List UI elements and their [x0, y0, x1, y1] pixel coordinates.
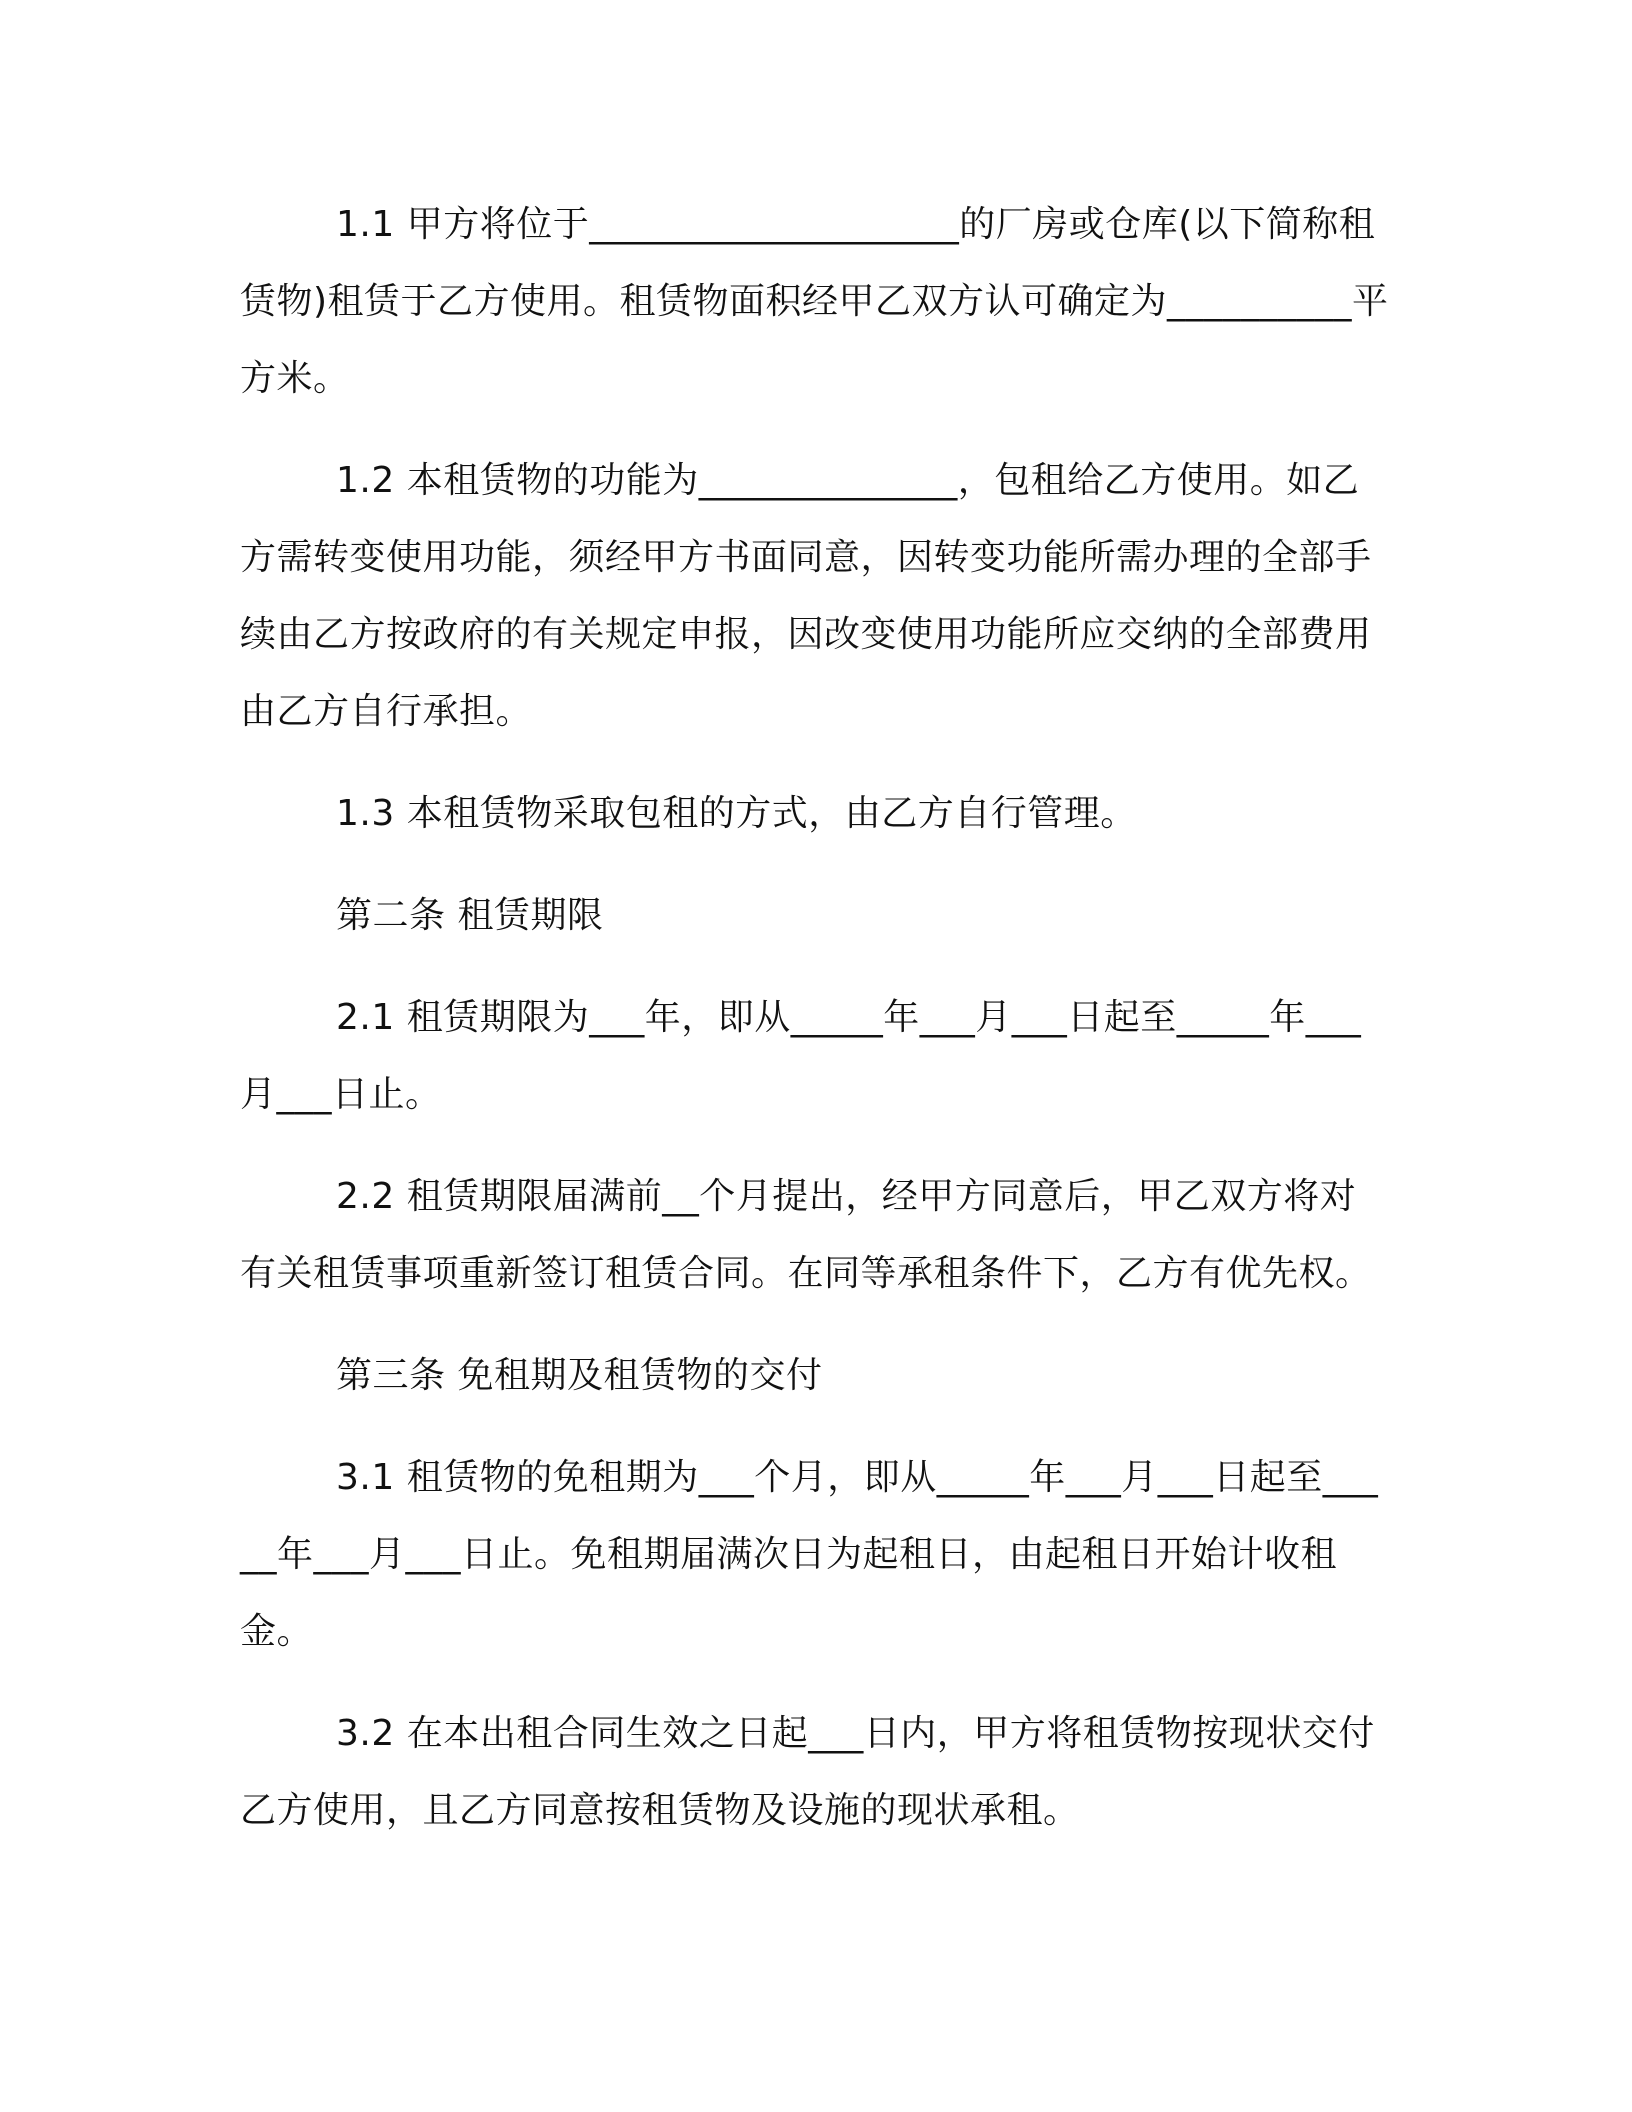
article-2-heading: 第二条 租赁期限	[336, 895, 604, 936]
document-body	[240, 186, 1392, 1874]
article-3-heading: 第三条 免租期及租赁物的交付	[336, 1355, 823, 1396]
clause-3-1: 3.1 租赁物的免租期为___个月，即从_____年___月___日起至_____年___月___日止。免租期届满次日为起租日，由起租日开始计收租金。	[240, 1457, 1379, 1652]
clause-2-1: 2.1 租赁期限为___年，即从_____年___月___日起至_____年___月___日止。	[240, 997, 1362, 1115]
clause-1-3: 1.3 本租赁物采取包租的方式，由乙方自行管理。	[336, 793, 1137, 834]
clause-3-2: 3.2 在本出租合同生效之日起___日内，甲方将租赁物按现状交付乙方使用，且乙方同意按租赁物及设施的现状承租。	[240, 1713, 1375, 1831]
clause-2-2: 2.2 租赁期限届满前__个月提出，经甲方同意后，甲乙双方将对有关租赁事项重新签订租赁合同。在同等承租条件下，乙方有优先权。	[240, 1176, 1372, 1294]
clause-1-2: 1.2 本租赁物的功能为______________，包租给乙方使用。如乙方需转变使用功能，须经甲方书面同意，因转变功能所需办理的全部手续由乙方按政府的有关规定申报，因改变使用功能所应交纳的全部费用由乙方自行承担。	[240, 460, 1372, 732]
clause-1-1: 1.1 甲方将位于____________________的厂房或仓库(以下简称租赁物)租赁于乙方使用。租赁物面积经甲乙双方认可确定为__________平方米。	[240, 204, 1389, 399]
